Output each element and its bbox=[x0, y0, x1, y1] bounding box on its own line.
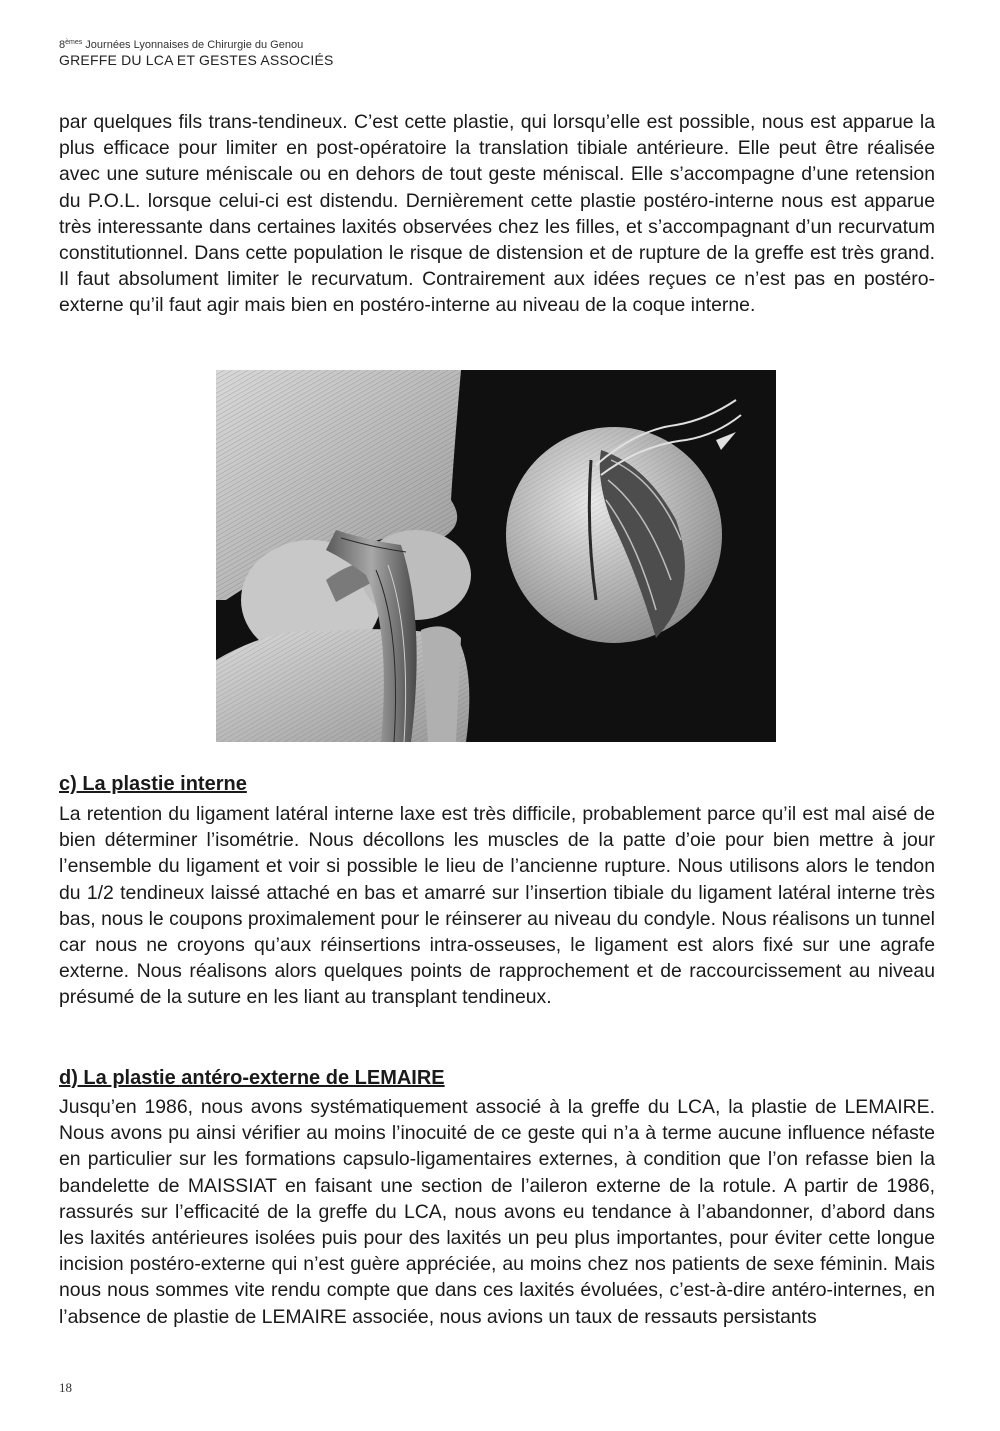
knee-illustration bbox=[216, 370, 776, 742]
running-header bbox=[59, 36, 334, 69]
paragraph-interne: La retention du ligament latéral interne laxe est très difficile, probablement parce qu’il est mal aisé de bien déterminer l’isométrie. Nous décollons les muscles de la patte d’oie pour bien mettre à jour l’ensemble du ligament et voir si possible le lieu de l’ancienne rupture. Nous utilisons alors le tendon du 1/2 tendineux laissé attaché en bas et amarré sur l’insertion tibiale du ligament latéral interne très bas, nous le coupons proximalement pour le réinserer au niveau du condyle. Nous réalisons un tunnel car nous ne croyons qu’aux réinsertions intra-osseuses, le ligament est alors fixé sur une agrafe externe. Nous réalisons alors quelques points de rapprochement et de raccourcissement au niveau présumé de la suture en les liant au transplant tendineux. bbox=[59, 803, 935, 1009]
paragraph-intro: par quelques fils trans-tendineux. C’est cette plastie, qui lorsqu’elle est possible, nous est apparue la plus efficace pour limiter en post-opératoire la translation tibiale antérieure. Elle peut être réalisée avec une suture méniscale ou en dehors de tout geste méniscal. Elle s’accompagne d’une retension du P.O.L. lorsque celui-ci est distendu. Dernièrement cette plastie postéro-interne nous est apparue très interessante dans certaines laxités observées chez les filles, et s’accompagnant d’un recurvatum constitutionnel. Dans cette population le risque de distension et de rupture de la greffe est très grand. Il faut absolument limiter le recurvatum. Contrairement aux idées reçues ce n’est pas en postéro-externe qu’il faut agir mais bien en postéro-interne au niveau de la coque interne. bbox=[59, 111, 935, 317]
knee-anatomy-drawing bbox=[216, 370, 776, 742]
book-title: GREFFE DU LCA ET GESTES ASSOCIÉS bbox=[59, 52, 334, 68]
paragraph-lemaire: Jusqu’en 1986, nous avons systématiquement associé à la greffe du LCA, la plastie de LEMAIRE. Nous avons pu ainsi vérifier au moins l’inocuité de ce geste qui n’a à terme aucune influence néfaste en particulier sur les formations capsulo-ligamentaires externes, à condition que l’on refasse bien la bandelette de MAISSIAT en faisant une section de l’aileron externe de la rotule. A partir de 1986, rassurés sur l’efficacité de la greffe du LCA, nous avons eu tendance à l’abandonner, d’abord dans les laxités antérieures isolées puis pour des laxités un peu plus importantes, pour éviter cette longue incision postéro-externe qui n’est guère appréciée, au moins chez nos patients de sexe féminin. Mais nous nous sommes vite rendu compte que dans ces laxités évoluées, c’est-à-dire antéro-internes, en l’absence de plastie de LEMAIRE associée, nous avions un taux de ressauts persistants bbox=[59, 1096, 935, 1328]
section-heading-lemaire: d) La plastie antéro-externe de LEMAIRE bbox=[59, 1067, 445, 1089]
section-heading-interne: c) La plastie interne bbox=[59, 773, 247, 795]
page-number: 18 bbox=[59, 1380, 72, 1395]
conference-name: 8èmes Journées Lyonnaises de Chirurgie du Genou bbox=[59, 39, 304, 51]
